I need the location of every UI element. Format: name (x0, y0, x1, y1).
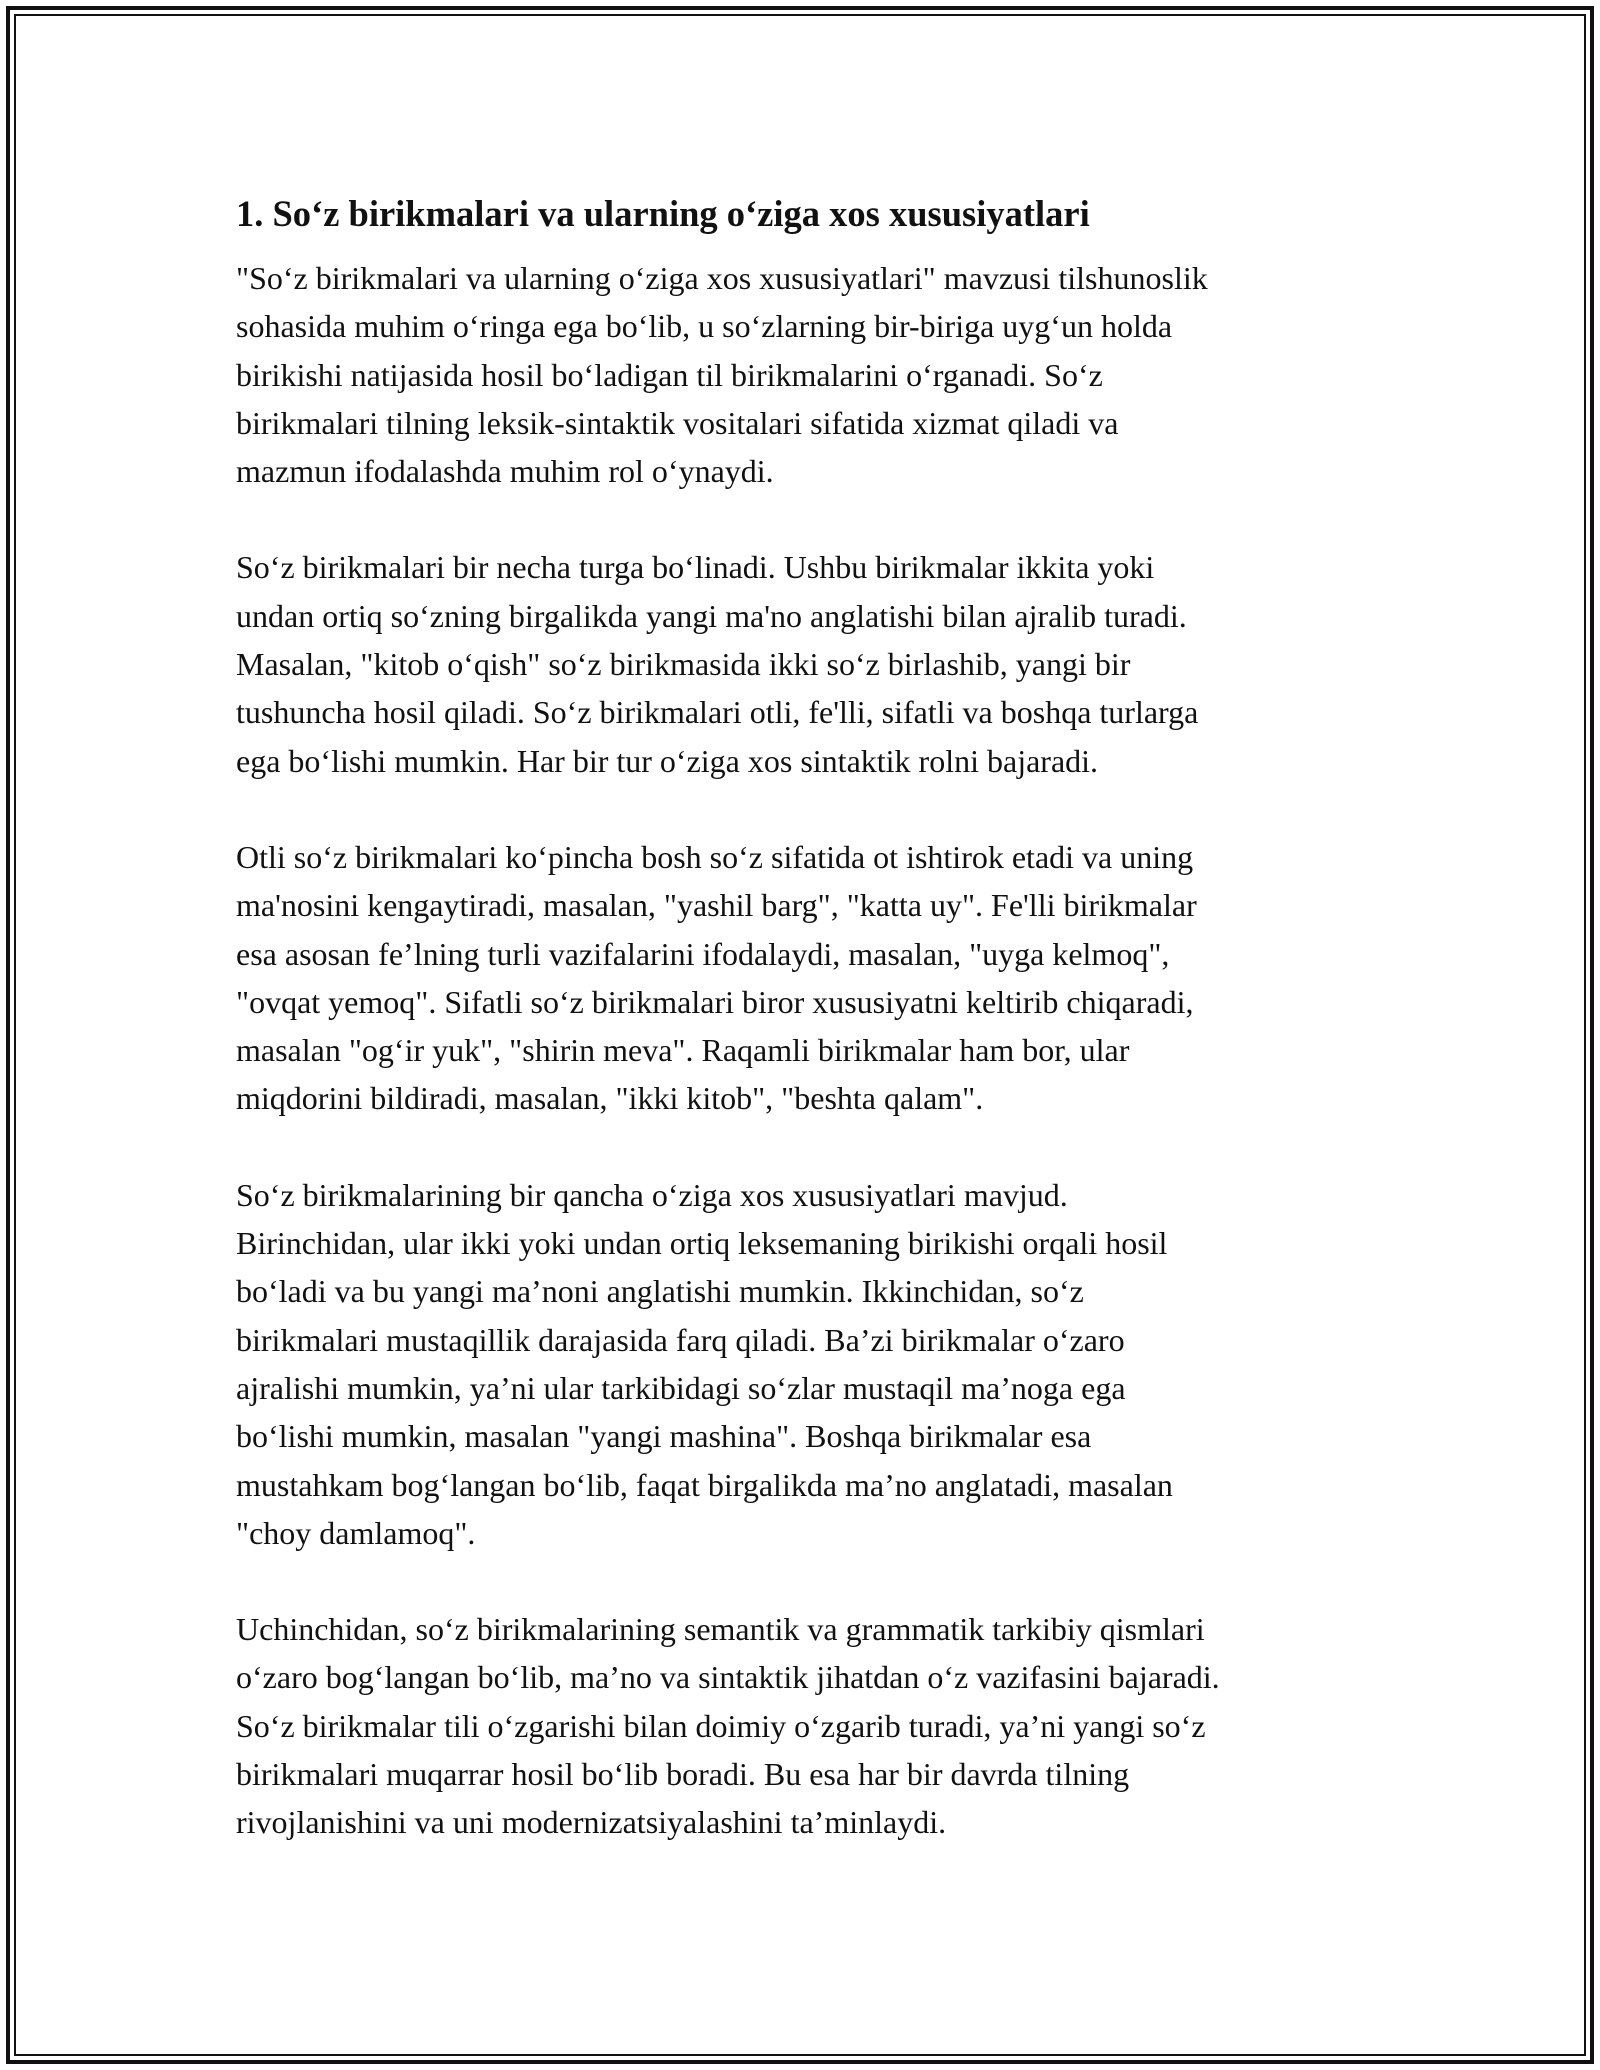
text-line: tushuncha hosil qiladi. So‘z birikmalari otli, fe'lli, sifatli va boshqa turlarga (236, 694, 1199, 731)
paragraph-2 (236, 543, 1366, 784)
text-line: o‘zaro bog‘langan bo‘lib, ma’no va sintaktik jihatdan o‘z vazifasini bajaradi. (236, 1659, 1220, 1696)
text-line: birikmalari mustaqillik darajasida farq qiladi. Ba’zi birikmalar o‘zaro (236, 1321, 1125, 1358)
text-line: miqdorini bildiradi, masalan, "ikki kitob", "beshta qalam". (236, 1080, 984, 1117)
text-line: "choy damlamoq". (236, 1514, 476, 1551)
text-line: ma'nosini kengaytiradi, masalan, "yashil barg", "katta uy". Fe'lli birikmalar (236, 887, 1197, 924)
text-line: esa asosan fe’lning turli vazifalarini ifodalaydi, masalan, "uyga kelmoq", (236, 935, 1170, 972)
text-line: "ovqat yemoq". Sifatli so‘z birikmalari biror xususiyatni keltirib chiqaradi, (236, 983, 1194, 1020)
text-line: ajralishi mumkin, ya’ni ular tarkibidagi so‘zlar mustaqil ma’noga ega (236, 1369, 1126, 1406)
text-line: birikmalari tilning leksik-sintaktik vositalari sifatida xizmat qiladi va (236, 404, 1119, 441)
text-line: Otli so‘z birikmalari ko‘pincha bosh so‘z sifatida ot ishtirok etadi va uning (236, 838, 1194, 875)
text-line: Masalan, "kitob o‘qish" so‘z birikmasida ikki so‘z birlashib, yangi bir (236, 646, 1131, 683)
text-line: bo‘ladi va bu yangi ma’noni anglatishi mumkin. Ikkinchidan, so‘z (236, 1273, 1084, 1310)
text-line: masalan "og‘ir yuk", "shirin meva". Raqamli birikmalar ham bor, ular (236, 1032, 1130, 1069)
section-title: 1. So‘z birikmalari va ularning o‘ziga xos xususiyatlari (236, 193, 1090, 234)
text-line: sohasida muhim o‘ringa ega bo‘lib, u so‘zlarning bir-biriga uyg‘un holda (236, 308, 1173, 345)
text-line: "So‘z birikmalari va ularning o‘ziga xos xususiyatlari" mavzusi tilshunoslik (236, 260, 1208, 296)
text-line: mustahkam bog‘langan bo‘lib, faqat birgalikda ma’no anglatadi, masalan (236, 1466, 1173, 1503)
text-line: rivojlanishini va uni modernizatsiyalashini ta’minlaydi. (236, 1804, 947, 1841)
text-line: Uchinchidan, so‘z birikmalarining semantik va grammatik tarkibiy qismlari (236, 1611, 1205, 1648)
text-line: birikishi natijasida hosil bo‘ladigan til birikmalarini o‘rganadi. So‘z (236, 356, 1103, 393)
text-line: mazmun ifodalashda muhim rol o‘ynaydi. (236, 453, 774, 490)
paragraph-1 (236, 254, 1366, 495)
text-line: Birinchidan, ular ikki yoki undan ortiq leksemaning birikishi orqali hosil (236, 1225, 1168, 1262)
text-line: So‘z birikmalar tili o‘zgarishi bilan doimiy o‘zgarib turadi, ya’ni yangi so‘z (236, 1707, 1206, 1744)
paragraph-5 (236, 1605, 1366, 1846)
text-line: birikmalari muqarrar hosil bo‘lib boradi. Bu esa har bir davrda tilning (236, 1756, 1130, 1793)
text-line: So‘z birikmalarining bir qancha o‘ziga xos xususiyatlari mavjud. (236, 1176, 1068, 1213)
paragraph-3 (236, 833, 1366, 1123)
document-body (236, 188, 1366, 1895)
text-line: bo‘lishi mumkin, masalan "yangi mashina". Boshqa birikmalar esa (236, 1418, 1092, 1455)
text-line: undan ortiq so‘zning birgalikda yangi ma'no anglatishi bilan ajralib turadi. (236, 597, 1187, 634)
paragraph-4 (236, 1171, 1366, 1557)
text-line: So‘z birikmalari bir necha turga bo‘linadi. Ushbu birikmalar ikkita yoki (236, 549, 1155, 586)
text-line: ega bo‘lishi mumkin. Har bir tur o‘ziga xos sintaktik rolni bajaradi. (236, 742, 1099, 779)
